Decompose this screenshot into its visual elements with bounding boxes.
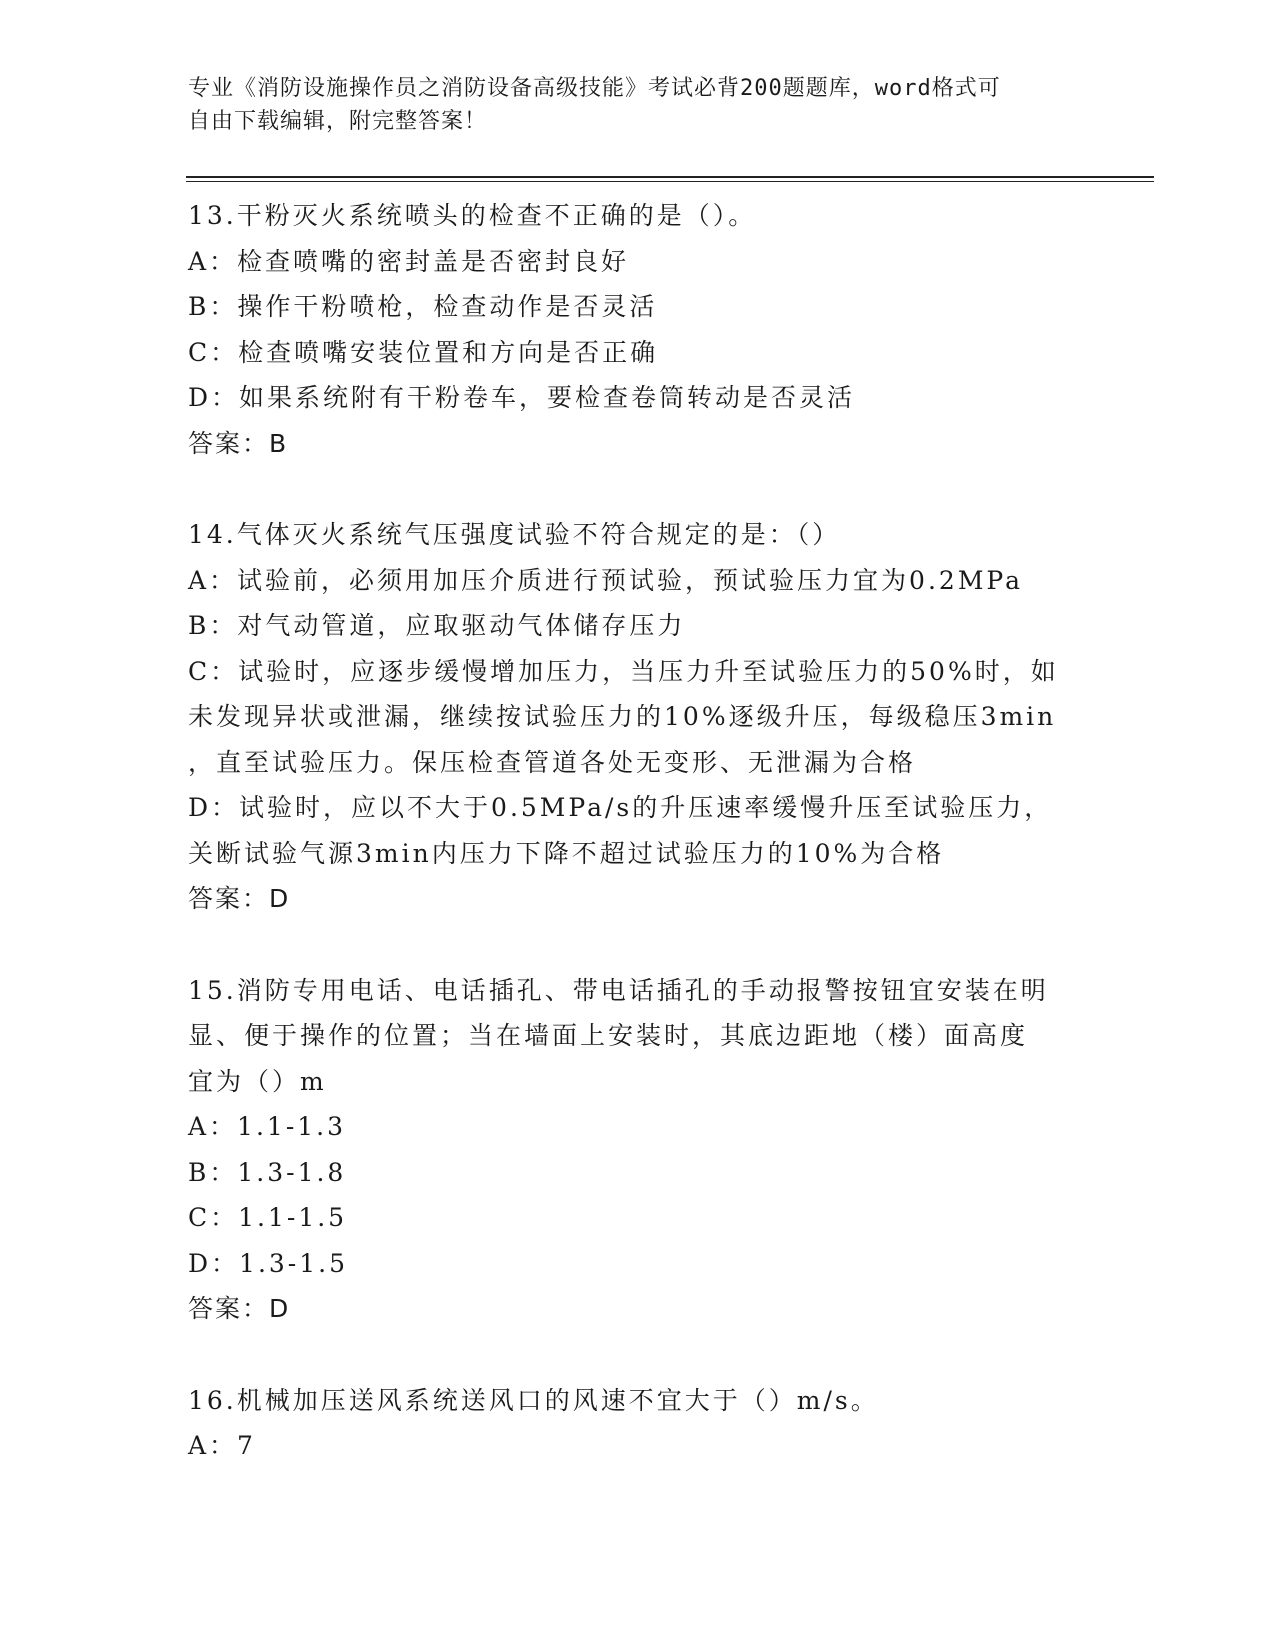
question-stem-continued: 宜为（）m — [188, 1066, 327, 1096]
question-stem-continued: 显、便于操作的位置；当在墙面上安装时，其底边距地（楼）面高度 — [188, 1021, 1029, 1050]
option-a: A：试验前，必须用加压介质进行预试验，预试验压力宜为0.2MPa — [188, 565, 1024, 595]
header-divider-thick — [186, 176, 1154, 178]
question-stem: 14.气体灭火系统气压强度试验不符合规定的是：（） — [188, 520, 841, 549]
question-stem: 16.机械加压送风系统送风口的风速不宜大于（）m/s。 — [188, 1385, 879, 1415]
answer-label: 答案：D — [188, 1294, 291, 1323]
option-d: D：如果系统附有干粉卷车，要检查卷筒转动是否灵活 — [188, 383, 856, 412]
option-a: A：检查喷嘴的密封盖是否密封良好 — [188, 246, 630, 276]
option-c: C：1.1-1.5 — [188, 1203, 348, 1232]
spacer — [188, 922, 1088, 968]
answer-label: 答案：B — [188, 428, 289, 458]
question-13 — [188, 193, 1088, 466]
option-c-continued: ，直至试验压力。保压检查管道各处无变形、无泄漏为合格 — [188, 747, 917, 777]
option-c-continued: 未发现异状或泄漏，继续按试验压力的10%逐级升压，每级稳压3min — [188, 702, 1057, 731]
option-a: A：1.1-1.3 — [188, 1112, 347, 1141]
spacer — [188, 1332, 1088, 1378]
question-14 — [188, 512, 1088, 922]
header-divider-thin — [186, 181, 1154, 182]
option-b: B：1.3-1.8 — [188, 1157, 347, 1187]
question-list — [188, 193, 1088, 1469]
option-d: D：试验时，应以不大于0.5MPa/s的升压速率缓慢升压至试验压力， — [188, 793, 1053, 822]
header-line-2: 自由下载编辑，附完整答案！ — [188, 109, 488, 134]
option-a: A：7 — [188, 1431, 256, 1460]
option-c: C：检查喷嘴安装位置和方向是否正确 — [188, 337, 659, 367]
question-15 — [188, 968, 1088, 1332]
question-16 — [188, 1378, 1088, 1469]
option-b: B：对气动管道，应取驱动气体储存压力 — [188, 611, 686, 640]
spacer — [188, 466, 1088, 512]
option-b: B：操作干粉喷枪，检查动作是否灵活 — [188, 292, 658, 321]
document-header — [188, 72, 1088, 138]
option-c: C：试验时，应逐步缓慢增加压力，当压力升至试验压力的50%时，如 — [188, 656, 1059, 686]
question-stem: 13.干粉灭火系统喷头的检查不正确的是（）。 — [188, 201, 757, 230]
option-d: D：1.3-1.5 — [188, 1248, 349, 1278]
answer-label: 答案：D — [188, 884, 291, 913]
question-stem: 15.消防专用电话、电话插孔、带电话插孔的手动报警按钮宜安装在明 — [188, 975, 1049, 1005]
option-d-continued: 关断试验气源3min内压力下降不超过试验压力的10%为合格 — [188, 838, 945, 868]
header-line-1: 专业《消防设施操作员之消防设备高级技能》考试必背200题题库，word格式可 — [188, 76, 1001, 101]
